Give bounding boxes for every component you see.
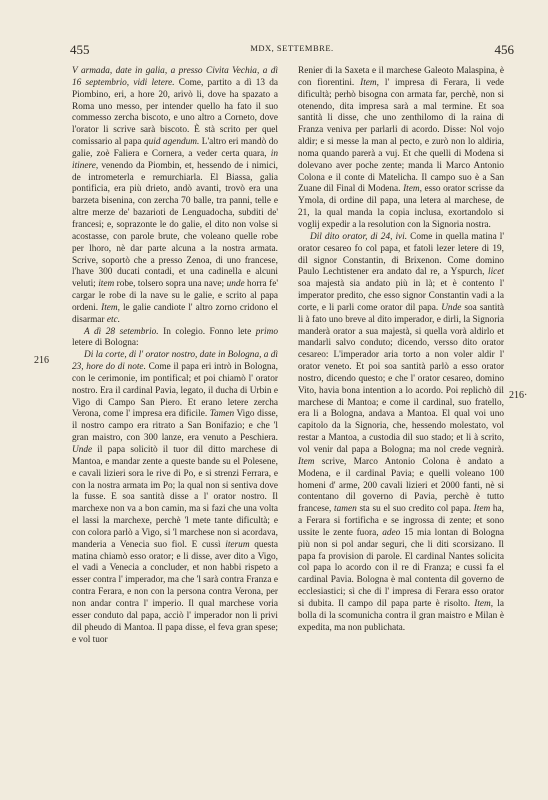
- text-run: Come in quella matina l' orator cesareo fo col papa, et fatoli lezer letere di 19, dil signor Constantin, di Brixenon. Come domino Paulo Lechtistener era andato dal re, a Yspurch,: [298, 231, 504, 278]
- text-run: Come, partito a dì 13 da Piombino, eri, a hore 20, arivò li, dove ha spazato a Roma uno messo, per intender quello ha fato il suo commesso zercha biscoto, e uno altro a Corneto, dove l'orator li scrive sarà biscoto. È stà scrito per quel comissario al papa: [72, 77, 278, 148]
- text-run: questa matina chiamò esso orator; e li disse, aver dito a Vigo, el vadi a Venecia a concluder, et non habbi rispeto a esser contra l' imperador, ma che 'l sarà contra Franza e contra Ferara, e non con la persona contra Verona, per non andar contra l' imperio. Il qual marchese voria esser conduto dal papa, acciò l' imperador non li privi dil pheudo di Mantoa. Il papa disse, el feva gran spese; e vol tuor: [72, 539, 278, 645]
- paragraph: [298, 232, 504, 635]
- italic-text-run: Item: [473, 504, 491, 515]
- italic-text-run: quid agendum.: [143, 137, 200, 148]
- page-number-right: 456: [494, 42, 514, 57]
- margin-note-right: 216·: [509, 390, 528, 401]
- text-run: robe, tolsero sopra una nave;: [114, 279, 227, 290]
- italic-text-run: V armada, date in galia, a presso Civita Vechia, a dì 16 septembrio, vidi letere.: [72, 66, 278, 88]
- text-run: l' impresa di Ferara, li vede dificultà; perhò bisogna con armata far, perchè, non si otenendo, dita impresa sarà a mal termine. Et soa santità li disse, che uno zenthilomo di la raina di Franza veniva per parlarli di acordo. Disse: Nol vojo aldir; e si messe la man al pecto, e zurò non lo aldiria, noma quando parerà a vuj. Et che quelli di Modena si dolevano aver poche zente; manda li Marco Antonio Colona e il conte di Matelicha. Il campo suo è a San Zuane dil Final di Modena.: [298, 77, 504, 195]
- italic-text-run: A dì 28 setembrio.: [84, 326, 159, 337]
- text-run: la bolla di la scomunicha contra il gran maistro e Milan è expedita, ma non publichata.: [298, 598, 504, 633]
- text-run: venendo da Piombin, et, hessendo de i nimici, de intrometerla e remurchiarla. El Biassa, galia pontificia, era più drieto, andò avanti, trovò era una barzeta bisenina, con zercha 70 balle, tra panni, telle e altre merze de' bazarioti de Lenguadocha, subditi de' francesi; e, soprazonte le do galie, el dito non volse si acostasse, con parole brute, che voleano quelle robe per lhoro, nè dar parte alcuna a la nostra armata. Scrive, soportò che a presso Zenoa, di uno francese, l'have 300 ducati contadi, et una cadinella e alcuni veluti;: [72, 160, 278, 290]
- italic-text-run: Dil dito orator, di 24, ivi.: [310, 231, 408, 242]
- italic-text-run: etc.: [106, 314, 121, 325]
- italic-text-run: adeo: [382, 527, 401, 538]
- paragraph: [72, 350, 278, 646]
- text-run: sta su el suo credito col papa.: [356, 504, 474, 515]
- text-run: il papa solicitò il tuor dil ditto marchese di Mantoa, e mandar zente a queste bande su el Polesene, e cavali lizieri sora le rive di Po, e si strenzi Ferrara, e con la nostra armata im Po; la qual non si sentiva dove la fusse. E soa santità disse a l' orator nostro. Il marchexe non va a bon camin, ma si fazi che una volta el lassi la marchexe, perchè 'l mete tante dificultà; e con colora parlò a Vigo, si 'l marchese non si acordava, manderia a Venecia suo fiol. E cussì: [72, 445, 278, 550]
- text-run: Come il papa eri intrò in Bologna, con le cerimonie, im pontifical; et poi chiamò l' orator nostro. Era il cardinal Pavia, legato, il ducha di Urbin e Vigo di Campo San Piero. Et erano letere zercha Verona, come l' impresa era dificile.: [72, 362, 278, 420]
- italic-text-run: in itinere,: [72, 148, 278, 171]
- italic-text-run: tamen: [334, 504, 357, 515]
- italic-text-run: Item,: [403, 184, 422, 195]
- left-column: [72, 66, 278, 646]
- text-run: Renier di la Saxeta e il marchese Galeoto Malaspina, è con fiorentini.: [298, 66, 504, 88]
- italic-text-run: Di la corte, di l' orator nostro, date in Bologna, a dì 23, hore do di note.: [72, 350, 278, 373]
- italic-text-run: Unde: [72, 445, 93, 455]
- italic-text-run: unde: [226, 279, 245, 290]
- text-run: In colegio. Fonno lete: [158, 326, 256, 337]
- margin-note-left: 216: [34, 355, 49, 366]
- italic-text-run: Unde: [441, 302, 462, 313]
- page-number-left: 455: [70, 42, 90, 57]
- italic-text-run: Item: [298, 456, 315, 467]
- paragraph: [298, 66, 504, 232]
- paragraph: [72, 327, 278, 351]
- italic-text-run: iterum: [225, 539, 250, 550]
- text-run: Vigo disse, il nostro campo era ritrato a San Bonifazio; e che 'l gran maistro, con 300 lanze, era venuto a Peschiera.: [72, 409, 279, 444]
- text-run: le galie candiote l' altro zorno cridono el disarmar: [72, 302, 278, 325]
- text-run: L'altro eri mandò do galie, zoè Faliera e Cornera, a veder certa quara,: [72, 137, 278, 159]
- italic-text-run: Item,: [474, 598, 494, 609]
- paragraph: [72, 66, 278, 327]
- right-column: [298, 66, 504, 635]
- text-run: soa santità li à fato uno breve al dito imperador, e dirli, la Signoria manderà orator a sua majestà, si quella vorà aldirlo et mandarli salvo conduto; dicendo, versso dito orator cesareo: L'imperador aria torto a non voler aldir l' orator veneto. Et poi soa santità parlò a esso orator nostro, dicendo questo; e che l' orator cesareo, domino Vito, havia bona intention a lo acordo. Poi replichò dil marchese di Mantoa; e come il cardinal, suo fratello, era li a Bologna, andava a Mantoa. El qual voi uno capitolo da la Signoria, che, hessendo molestato, vol restar a Mantoa, a custodia dil suo stado; et li à scrito, vol venir dal papa a Bologna; ma nol crede vegnirà.: [298, 302, 504, 455]
- text-run: ha, a Ferara si fortificha e se ingrossa di zente; et sono ussite le zente fuora,: [298, 504, 504, 538]
- italic-text-run: primo: [255, 326, 278, 337]
- text-run: letere di Bologna:: [72, 338, 139, 349]
- italic-text-run: licet: [487, 267, 504, 278]
- italic-text-run: Tamen: [209, 409, 235, 420]
- running-title: MDX, SETTEMBRE.: [250, 43, 334, 53]
- italic-text-run: Item,: [101, 302, 120, 313]
- text-run: horra fe' cargar le robe di la nave su le galie, e scrito al papa ordeni.: [72, 279, 278, 313]
- text-run: 15 mia lontan di Bologna più non si pol andar seguri, che li diti scorsizano. Il papa fa provision di parole. El cardinal Nantes solicita col papa lo acordo con il re di Franza; e cussi fa el cardinal Pavia. Bologna è mal contenta dil governo de ecclesiastici; sì che di l' impresa di Ferara esso orator si dubita. Il campo dil papa parte è risolto.: [298, 527, 505, 609]
- text-run: soa majestà sia andato più in là; et è contento l' imperator predito, che esso signor Constantin vadi a la corte, e li parli come orator dil papa.: [298, 279, 504, 313]
- page-header: [70, 42, 514, 58]
- italic-text-run: Item,: [360, 77, 379, 88]
- italic-text-run: item: [98, 279, 115, 290]
- text-run: esso orator scrisse da Ymola, di ordine dil papa, una letera al marchese, de 21, la qual manda la copia inclusa, exortandolo si voglij expedir a la resolution con la Signoria nostra.: [298, 184, 505, 230]
- text-run: scrive, Marco Antonio Colona è andato a Modena, e il cardinal Pavia; e quelli voleano 100 homeni d' arme, 200 cavali lizieri et 2000 fanti, nè si contentano dil governo di Pavia, perchè è tutto francese,: [298, 456, 504, 515]
